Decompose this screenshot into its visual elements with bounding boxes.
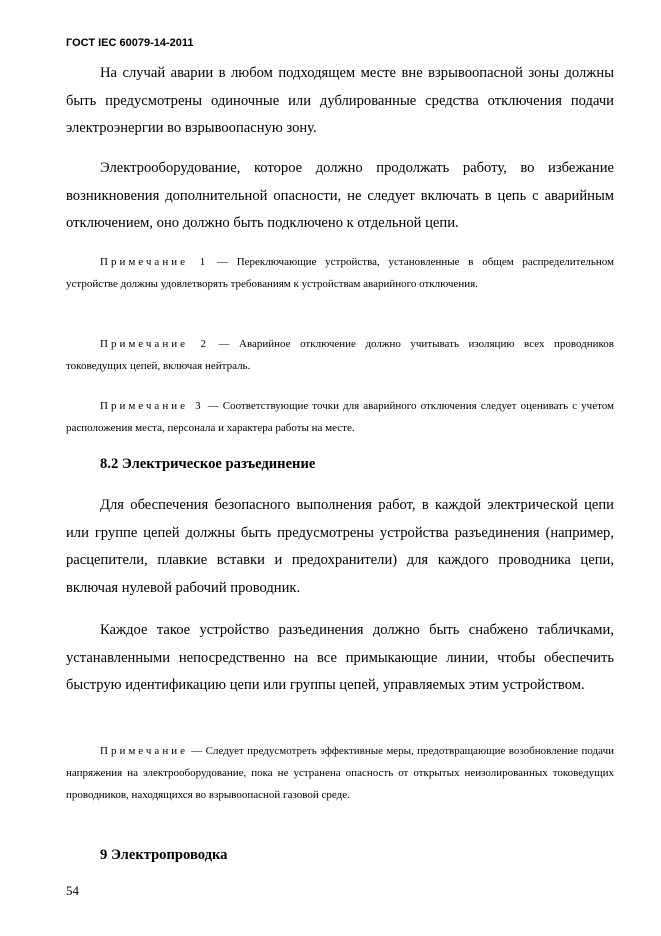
note-1 [66, 251, 614, 295]
section-heading-8-2: 8.2 Электрическое разъединение [100, 456, 316, 472]
note-2-text: Аварийное отключение должно учитывать изоляцию всех проводников токоведущих цепей, включая нейтраль. [66, 338, 614, 372]
page-number: 54 [66, 883, 79, 898]
paragraph-isolation-devices: Для обеспечения безопасного выполнения работ, в каждой электрической цепи или группе цепей должны быть предусмотрены устройства разъединения (например, расцепители, плавкие вставки и предохранители) для каждого проводника цепи, включая нулевой рабочий проводник. [66, 497, 614, 596]
paragraph-device-labels: Каждое такое устройство разъединения должно быть снабжено табличками, устанавленными непосредственно на все примыкающие линии, чтобы обеспечить быструю идентификацию цепи или группы цепей, управляемых этим устройством. [66, 622, 614, 693]
paragraph-separate-circuit: Электрооборудование, которое должно продолжать работу, во избежание возникновения дополнительной опасности, не следует включать в цепь с аварийным отключением, оно должно быть подключено к отдельной цепи. [66, 160, 614, 231]
section-heading-9: 9 Электропроводка [100, 847, 228, 863]
note-4-label: Примечание [100, 745, 188, 757]
note-4-text: Следует предусмотреть эффективные меры, предотвращающие возобновление подачи напряжения на электрооборудование, пока не устранена опасность от открытых неизолированных токоведущих проводников, находящихся во взрывоопасной газовой среде. [66, 745, 615, 801]
paragraph-emergency-disconnect: На случай аварии в любом подходящем месте вне взрывоопасной зоны должны быть предусмотрены одиночные или дублированные средства отключения подачи электроэнергии во взрывоопасную зону. [66, 65, 614, 136]
note-1-dash: — [216, 256, 228, 268]
note-3-label: Примечание 3 [100, 400, 204, 412]
note-1-label: Примечание 1 [100, 256, 209, 268]
note-1-text: Переключающие устройства, установленные в общем распределительном устройстве должны удовлетворять требованиям к устройствам аварийного отключения. [66, 256, 614, 290]
note-2-dash: — [218, 338, 230, 350]
note-3-text: Соответствующие точки для аварийного отключения следует оценивать с учетом расположения места, персонала и характера работы на месте. [66, 400, 615, 434]
note-4 [66, 740, 614, 806]
note-3 [66, 395, 614, 439]
note-3-dash: — [207, 400, 219, 412]
note-2 [66, 333, 614, 377]
note-2-label: Примечание 2 [100, 338, 209, 350]
document-header: ГОСТ IEC 60079-14-2011 [66, 37, 194, 49]
note-4-dash: — [191, 745, 203, 757]
